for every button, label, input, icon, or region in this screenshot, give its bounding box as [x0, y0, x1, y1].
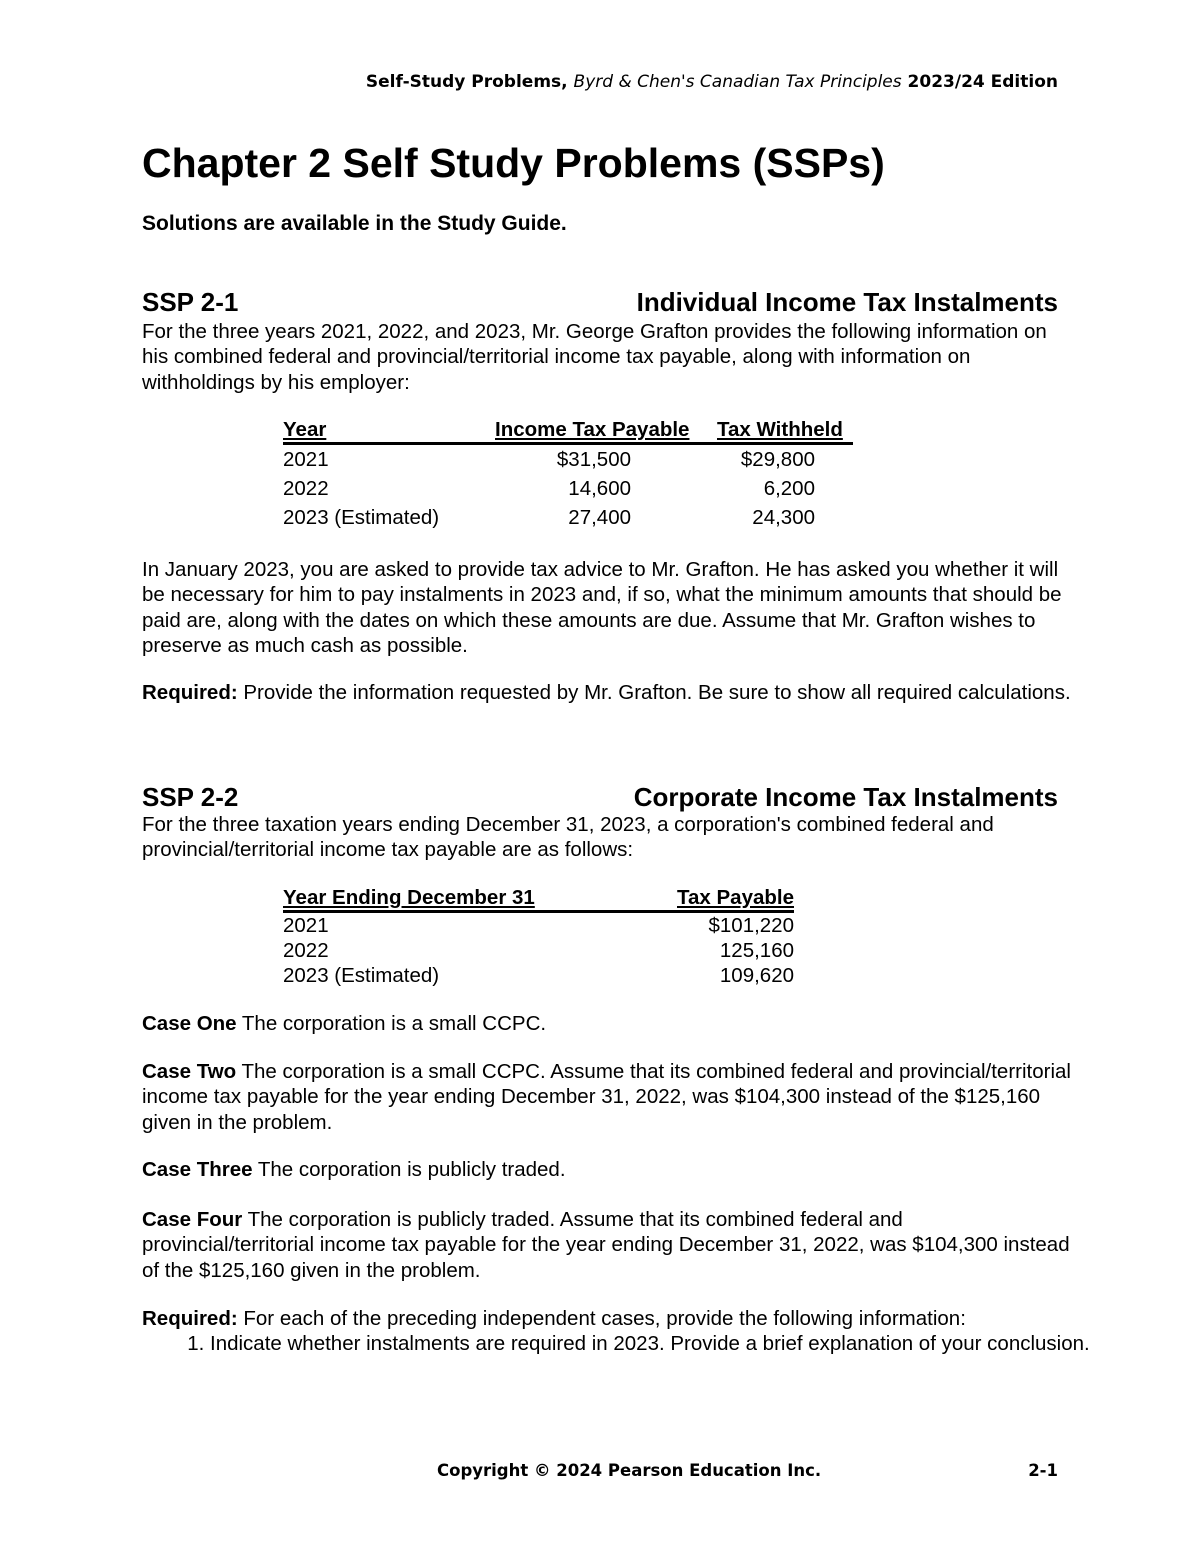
cell-tax-payable: $101,220	[708, 913, 794, 937]
case-text: The corporation is a small CCPC. Assume that its combined federal and provincial/territorial income tax payable for the year ending December 31, 2022, was $104,300 instead of the $125,160 given in the problem.	[142, 1060, 1071, 1134]
required-label: Required:	[142, 1307, 238, 1330]
header-book-title: Byrd & Chen's Canadian Tax Principles	[573, 72, 902, 92]
cell-tax-withheld: 6,200	[763, 476, 815, 500]
page-title: Chapter 2 Self Study Problems (SSPs)	[142, 140, 885, 186]
required-label: Required:	[142, 681, 238, 704]
col-header-tax-payable: Tax Payable	[668, 886, 794, 912]
ssp2-heading: Corporate Income Tax Instalments	[633, 782, 1058, 812]
footer-copyright: Copyright © 2024 Pearson Education Inc.	[437, 1461, 822, 1480]
ssp1-intro: For the three years 2021, 2022, and 2023, Mr. George Grafton provides the following information on his combined federal and provincial/territorial income tax payable, along with information on withholdings by his employer:	[142, 320, 1047, 394]
cell-year: 2022	[283, 938, 329, 962]
case-text: The corporation is publicly traded.	[252, 1158, 566, 1181]
case-label: Case One	[142, 1012, 237, 1035]
case-label: Case Four	[142, 1208, 243, 1231]
cell-income-tax-payable: $31,500	[556, 447, 631, 471]
cell-income-tax-payable: 14,600	[568, 476, 631, 500]
page-number: 2-1	[1028, 1461, 1058, 1480]
cell-income-tax-payable: 27,400	[568, 505, 631, 529]
requirements-list	[158, 1331, 1110, 1357]
col-header-year: Year	[283, 418, 495, 444]
ssp2-number: SSP 2-2	[142, 782, 239, 812]
cell-tax-withheld: 24,300	[752, 505, 815, 529]
table-row	[283, 444, 853, 475]
ssp1-required	[142, 680, 1072, 705]
required-text: Provide the information requested by Mr. Grafton. Be sure to show all required calculations.	[237, 681, 1071, 704]
table-row	[283, 912, 794, 939]
page-subtitle: Solutions are available in the Study Guide.	[142, 212, 567, 235]
running-header	[366, 72, 1058, 92]
case-text: The corporation is a small CCPC.	[236, 1012, 547, 1035]
col-header-year-ending: Year Ending December 31	[283, 886, 668, 912]
case-text: The corporation is publicly traded. Assume that its combined federal and provincial/territorial income tax payable for the year ending December 31, 2022, was $104,300 instead of the $125,160 given in the problem.	[142, 1208, 1070, 1282]
ssp1-body: In January 2023, you are asked to provide tax advice to Mr. Grafton. He has asked you whether it will be necessary for him to pay instalments in 2023 and, if so, what the minimum amounts that should be paid are, along with the dates on which these amounts are due. Assume that Mr. Grafton wishes to preserve as much cash as possible.	[142, 558, 1062, 658]
ssp1-heading: Individual Income Tax Instalments	[636, 287, 1058, 317]
ssp2-required	[142, 1306, 1072, 1331]
cell-year: 2021	[283, 913, 329, 937]
cell-tax-payable: 109,620	[719, 963, 794, 987]
cell-tax-payable: 125,160	[719, 938, 794, 962]
case-three	[142, 1157, 1072, 1182]
header-text-1: Self-Study Problems,	[365, 72, 574, 92]
case-four	[142, 1207, 1072, 1283]
col-header-tax-withheld: Tax Withheld	[717, 418, 853, 444]
ssp2-heading-row	[142, 782, 1058, 813]
ssp1-table	[283, 418, 853, 532]
ssp1-number: SSP 2-1	[142, 287, 239, 317]
table-row	[283, 938, 794, 963]
ssp2-intro: For the three taxation years ending December 31, 2023, a corporation's combined federal and provincial/territorial income tax payable are as follows:	[142, 813, 994, 862]
table-row	[283, 963, 794, 988]
cell-year: 2023 (Estimated)	[283, 505, 440, 529]
cell-tax-withheld: $29,800	[740, 447, 815, 471]
ssp1-heading-row	[142, 287, 1058, 318]
case-two	[142, 1059, 1072, 1135]
table-header-row	[283, 418, 853, 444]
table-row	[283, 503, 853, 532]
col-header-income-tax-payable: Income Tax Payable	[495, 418, 717, 444]
cell-year: 2023 (Estimated)	[283, 963, 440, 987]
table-header-row	[283, 886, 794, 912]
required-text: For each of the preceding independent cases, provide the following information:	[237, 1307, 966, 1330]
list-item: 1. Indicate whether instalments are required in 2023. Provide a brief explanation of your conclusion.	[210, 1331, 1110, 1357]
cell-year: 2022	[283, 476, 329, 500]
case-one	[142, 1011, 1072, 1036]
cell-year: 2021	[283, 447, 329, 471]
case-label: Case Two	[142, 1060, 237, 1083]
header-text-2: 2023/24 Edition	[901, 72, 1058, 92]
table-row	[283, 474, 853, 503]
case-label: Case Three	[142, 1158, 253, 1181]
ssp2-table	[283, 886, 794, 988]
